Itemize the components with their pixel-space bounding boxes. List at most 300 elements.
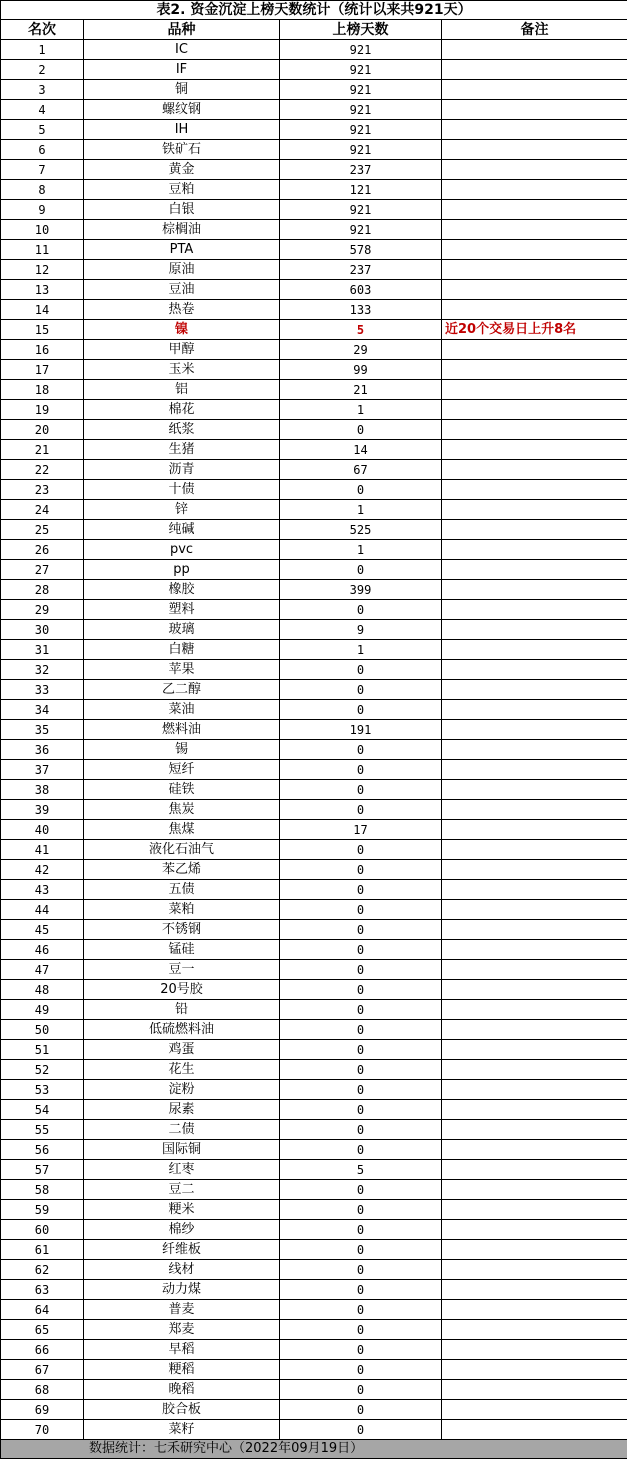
table-row	[1, 1200, 627, 1220]
note-cell	[442, 1140, 627, 1160]
note-cell	[442, 960, 627, 980]
rank-cell: 10	[1, 220, 84, 240]
note-cell	[442, 680, 627, 700]
days-cell: 0	[280, 1180, 442, 1200]
variety-cell: PTA	[84, 240, 280, 260]
table-row	[1, 900, 627, 920]
note-cell	[442, 1280, 627, 1300]
variety-cell: 原油	[84, 260, 280, 280]
variety-cell: 液化石油气	[84, 840, 280, 860]
note-cell	[442, 300, 627, 320]
rank-cell: 1	[1, 40, 84, 60]
table-row	[1, 1100, 627, 1120]
days-cell: 0	[280, 900, 442, 920]
table-row	[1, 1380, 627, 1400]
table-row	[1, 1040, 627, 1060]
table-row	[1, 800, 627, 820]
days-cell: 67	[280, 460, 442, 480]
rank-cell: 32	[1, 660, 84, 680]
rank-cell: 5	[1, 120, 84, 140]
table-row	[1, 1180, 627, 1200]
table-row	[1, 840, 627, 860]
rank-cell: 59	[1, 1200, 84, 1220]
table-row	[1, 1260, 627, 1280]
table-row	[1, 40, 627, 60]
rank-cell: 8	[1, 180, 84, 200]
variety-cell: 苯乙烯	[84, 860, 280, 880]
variety-cell: 豆一	[84, 960, 280, 980]
variety-cell: 豆粕	[84, 180, 280, 200]
table-row	[1, 1240, 627, 1260]
note-cell	[442, 640, 627, 660]
days-cell: 0	[280, 1280, 442, 1300]
note-cell	[442, 420, 627, 440]
days-cell: 29	[280, 340, 442, 360]
table-row	[1, 780, 627, 800]
rank-cell: 45	[1, 920, 84, 940]
variety-cell: IF	[84, 60, 280, 80]
variety-cell: 晚稻	[84, 1380, 280, 1400]
variety-cell: 玻璃	[84, 620, 280, 640]
variety-cell: 热卷	[84, 300, 280, 320]
table-row	[1, 940, 627, 960]
rank-cell: 16	[1, 340, 84, 360]
days-cell: 921	[280, 140, 442, 160]
days-cell: 21	[280, 380, 442, 400]
days-cell: 921	[280, 60, 442, 80]
days-cell: 237	[280, 160, 442, 180]
days-cell: 0	[280, 1260, 442, 1280]
days-cell: 99	[280, 360, 442, 380]
header-days: 上榜天数	[280, 20, 442, 40]
note-cell	[442, 1340, 627, 1360]
days-cell: 0	[280, 680, 442, 700]
note-cell	[442, 360, 627, 380]
days-cell: 0	[280, 920, 442, 940]
note-cell	[442, 980, 627, 1000]
table-row	[1, 1060, 627, 1080]
variety-cell: 豆油	[84, 280, 280, 300]
note-cell	[442, 1100, 627, 1120]
rank-cell: 23	[1, 480, 84, 500]
variety-cell: 鸡蛋	[84, 1040, 280, 1060]
days-cell: 0	[280, 1340, 442, 1360]
days-cell: 0	[280, 840, 442, 860]
note-cell	[442, 1160, 627, 1180]
rank-cell: 38	[1, 780, 84, 800]
rank-cell: 40	[1, 820, 84, 840]
header-variety: 品种	[84, 20, 280, 40]
table-row	[1, 920, 627, 940]
rank-cell: 43	[1, 880, 84, 900]
days-cell: 0	[280, 760, 442, 780]
rank-cell: 46	[1, 940, 84, 960]
variety-cell: 尿素	[84, 1100, 280, 1120]
days-cell: 0	[280, 1240, 442, 1260]
note-cell	[442, 880, 627, 900]
variety-cell: 粳稻	[84, 1360, 280, 1380]
days-cell: 0	[280, 420, 442, 440]
variety-cell: 橡胶	[84, 580, 280, 600]
table-row	[1, 1120, 627, 1140]
rank-cell: 44	[1, 900, 84, 920]
variety-cell: 菜油	[84, 700, 280, 720]
table-row	[1, 860, 627, 880]
days-cell: 0	[280, 1360, 442, 1380]
table-row	[1, 1160, 627, 1180]
rank-cell: 51	[1, 1040, 84, 1060]
rank-cell: 26	[1, 540, 84, 560]
note-cell	[442, 1320, 627, 1340]
rank-cell: 41	[1, 840, 84, 860]
table-row	[1, 1400, 627, 1420]
variety-cell: 五债	[84, 880, 280, 900]
days-cell: 921	[280, 120, 442, 140]
table-row	[1, 540, 627, 560]
days-cell: 133	[280, 300, 442, 320]
rank-cell: 56	[1, 1140, 84, 1160]
note-cell	[442, 140, 627, 160]
note-cell	[442, 560, 627, 580]
table-row	[1, 1360, 627, 1380]
variety-cell: 黄金	[84, 160, 280, 180]
days-cell: 525	[280, 520, 442, 540]
table-row	[1, 1140, 627, 1160]
note-cell	[442, 1360, 627, 1380]
note-cell	[442, 400, 627, 420]
table-row	[1, 260, 627, 280]
rank-cell: 61	[1, 1240, 84, 1260]
note-cell	[442, 840, 627, 860]
rank-cell: 36	[1, 740, 84, 760]
variety-cell: 早稻	[84, 1340, 280, 1360]
rank-cell: 66	[1, 1340, 84, 1360]
note-cell	[442, 1060, 627, 1080]
table-row	[1, 1280, 627, 1300]
table-row	[1, 60, 627, 80]
note-cell	[442, 460, 627, 480]
days-cell: 0	[280, 1060, 442, 1080]
variety-cell: 菜粕	[84, 900, 280, 920]
rank-cell: 50	[1, 1020, 84, 1040]
table-row	[1, 380, 627, 400]
rank-cell: 14	[1, 300, 84, 320]
days-cell: 1	[280, 500, 442, 520]
rank-cell: 34	[1, 700, 84, 720]
table-row	[1, 760, 627, 780]
note-cell	[442, 280, 627, 300]
rank-cell: 42	[1, 860, 84, 880]
note-cell	[442, 1420, 627, 1440]
variety-cell: IH	[84, 120, 280, 140]
rank-cell: 60	[1, 1220, 84, 1240]
rank-cell: 65	[1, 1320, 84, 1340]
rank-cell: 48	[1, 980, 84, 1000]
rank-cell: 55	[1, 1120, 84, 1140]
rank-cell: 68	[1, 1380, 84, 1400]
variety-cell: 铁矿石	[84, 140, 280, 160]
table-row	[1, 80, 627, 100]
days-cell: 921	[280, 220, 442, 240]
variety-cell: 普麦	[84, 1300, 280, 1320]
variety-cell: 螺纹钢	[84, 100, 280, 120]
rank-cell: 57	[1, 1160, 84, 1180]
table-row	[1, 600, 627, 620]
note-cell	[442, 920, 627, 940]
variety-cell: 粳米	[84, 1200, 280, 1220]
variety-cell: 玉米	[84, 360, 280, 380]
variety-cell: IC	[84, 40, 280, 60]
rank-cell: 58	[1, 1180, 84, 1200]
note-cell	[442, 940, 627, 960]
days-cell: 921	[280, 200, 442, 220]
variety-cell: 线材	[84, 1260, 280, 1280]
rank-cell: 13	[1, 280, 84, 300]
table-row	[1, 320, 627, 340]
note-cell	[442, 200, 627, 220]
variety-cell: 纯碱	[84, 520, 280, 540]
table-row	[1, 1300, 627, 1320]
variety-cell: 乙二醇	[84, 680, 280, 700]
note-cell	[442, 380, 627, 400]
rank-cell: 2	[1, 60, 84, 80]
rank-cell: 30	[1, 620, 84, 640]
note-cell	[442, 1400, 627, 1420]
table-row	[1, 1000, 627, 1020]
table-body	[1, 1, 627, 1459]
variety-cell: 低硫燃料油	[84, 1020, 280, 1040]
note-cell	[442, 780, 627, 800]
variety-cell: 短纤	[84, 760, 280, 780]
note-cell	[442, 600, 627, 620]
table-row	[1, 280, 627, 300]
table-row	[1, 240, 627, 260]
days-cell: 0	[280, 1120, 442, 1140]
rank-cell: 28	[1, 580, 84, 600]
rank-cell: 20	[1, 420, 84, 440]
note-cell	[442, 1380, 627, 1400]
table-row	[1, 200, 627, 220]
variety-cell: 红枣	[84, 1160, 280, 1180]
note-cell	[442, 1020, 627, 1040]
variety-cell: 锡	[84, 740, 280, 760]
note-cell	[442, 220, 627, 240]
days-cell: 0	[280, 1200, 442, 1220]
note-cell	[442, 720, 627, 740]
days-cell: 1	[280, 400, 442, 420]
header-rank: 名次	[1, 20, 84, 40]
variety-cell: 动力煤	[84, 1280, 280, 1300]
note-cell	[442, 240, 627, 260]
table-row	[1, 1080, 627, 1100]
variety-cell: 铅	[84, 1000, 280, 1020]
note-cell	[442, 1120, 627, 1140]
variety-cell: 白糖	[84, 640, 280, 660]
variety-cell: 纸浆	[84, 420, 280, 440]
days-cell: 0	[280, 1140, 442, 1160]
variety-cell: 20号胶	[84, 980, 280, 1000]
days-cell: 921	[280, 40, 442, 60]
days-cell: 921	[280, 100, 442, 120]
rank-cell: 22	[1, 460, 84, 480]
days-cell: 1	[280, 640, 442, 660]
rank-cell: 39	[1, 800, 84, 820]
days-cell: 0	[280, 700, 442, 720]
header-note: 备注	[442, 20, 627, 40]
rank-cell: 70	[1, 1420, 84, 1440]
note-cell	[442, 1260, 627, 1280]
table-row	[1, 580, 627, 600]
note-cell	[442, 580, 627, 600]
days-cell: 0	[280, 1040, 442, 1060]
table-row	[1, 680, 627, 700]
rank-cell: 64	[1, 1300, 84, 1320]
rank-cell: 25	[1, 520, 84, 540]
note-cell	[442, 180, 627, 200]
rank-cell: 52	[1, 1060, 84, 1080]
rank-cell: 29	[1, 600, 84, 620]
days-cell: 0	[280, 960, 442, 980]
variety-cell: 棉花	[84, 400, 280, 420]
variety-cell: 铝	[84, 380, 280, 400]
table-title: 表2. 资金沉淀上榜天数统计（统计以来共921天）	[1, 1, 627, 20]
rank-cell: 15	[1, 320, 84, 340]
days-cell: 0	[280, 800, 442, 820]
table-row	[1, 460, 627, 480]
title-row	[1, 1, 627, 20]
table-row	[1, 100, 627, 120]
variety-cell: 硅铁	[84, 780, 280, 800]
days-cell: 1	[280, 540, 442, 560]
note-cell	[442, 540, 627, 560]
variety-cell: 沥青	[84, 460, 280, 480]
variety-cell: 苹果	[84, 660, 280, 680]
note-cell	[442, 1240, 627, 1260]
table-row	[1, 960, 627, 980]
note-cell	[442, 340, 627, 360]
days-cell: 0	[280, 660, 442, 680]
header-row	[1, 20, 627, 40]
days-cell: 0	[280, 1300, 442, 1320]
note-cell	[442, 40, 627, 60]
rank-cell: 12	[1, 260, 84, 280]
table-row	[1, 700, 627, 720]
footer-row	[1, 1440, 627, 1459]
variety-cell: 棕榈油	[84, 220, 280, 240]
rank-cell: 62	[1, 1260, 84, 1280]
rank-cell: 54	[1, 1100, 84, 1120]
note-cell	[442, 1080, 627, 1100]
variety-cell: 甲醇	[84, 340, 280, 360]
table-row	[1, 440, 627, 460]
table-row	[1, 880, 627, 900]
variety-cell: 豆二	[84, 1180, 280, 1200]
days-cell: 0	[280, 980, 442, 1000]
days-cell: 399	[280, 580, 442, 600]
note-cell	[442, 480, 627, 500]
variety-cell: 塑料	[84, 600, 280, 620]
days-cell: 0	[280, 1000, 442, 1020]
source-note: 数据统计：七禾研究中心（2022年09月19日）	[1, 1440, 627, 1459]
note-cell: 近20个交易日上升8名	[442, 320, 627, 340]
days-cell: 0	[280, 1320, 442, 1340]
variety-cell: 镍	[84, 320, 280, 340]
table-row	[1, 820, 627, 840]
table-row	[1, 1020, 627, 1040]
days-cell: 237	[280, 260, 442, 280]
table-row	[1, 1420, 627, 1440]
days-cell: 14	[280, 440, 442, 460]
variety-cell: pvc	[84, 540, 280, 560]
table-row	[1, 300, 627, 320]
table-row	[1, 500, 627, 520]
variety-cell: 锰硅	[84, 940, 280, 960]
note-cell	[442, 1040, 627, 1060]
table-row	[1, 340, 627, 360]
note-cell	[442, 440, 627, 460]
note-cell	[442, 120, 627, 140]
note-cell	[442, 740, 627, 760]
variety-cell: 焦煤	[84, 820, 280, 840]
note-cell	[442, 1220, 627, 1240]
rank-cell: 18	[1, 380, 84, 400]
table-row	[1, 1320, 627, 1340]
variety-cell: 二债	[84, 1120, 280, 1140]
days-cell: 0	[280, 880, 442, 900]
note-cell	[442, 1200, 627, 1220]
days-cell: 0	[280, 940, 442, 960]
days-cell: 0	[280, 1080, 442, 1100]
days-cell: 9	[280, 620, 442, 640]
variety-cell: 国际铜	[84, 1140, 280, 1160]
variety-cell: 白银	[84, 200, 280, 220]
days-cell: 5	[280, 1160, 442, 1180]
note-cell	[442, 160, 627, 180]
days-cell: 17	[280, 820, 442, 840]
variety-cell: 花生	[84, 1060, 280, 1080]
days-cell: 0	[280, 1400, 442, 1420]
rank-cell: 69	[1, 1400, 84, 1420]
variety-cell: pp	[84, 560, 280, 580]
days-cell: 5	[280, 320, 442, 340]
days-cell: 0	[280, 860, 442, 880]
table-row	[1, 360, 627, 380]
note-cell	[442, 820, 627, 840]
rank-cell: 35	[1, 720, 84, 740]
variety-cell: 焦炭	[84, 800, 280, 820]
table-row	[1, 120, 627, 140]
table-row	[1, 140, 627, 160]
days-cell: 121	[280, 180, 442, 200]
table-row	[1, 660, 627, 680]
variety-cell: 燃料油	[84, 720, 280, 740]
variety-cell: 淀粉	[84, 1080, 280, 1100]
note-cell	[442, 660, 627, 680]
note-cell	[442, 1300, 627, 1320]
days-cell: 0	[280, 740, 442, 760]
rank-cell: 31	[1, 640, 84, 660]
note-cell	[442, 1180, 627, 1200]
rank-cell: 47	[1, 960, 84, 980]
table-row	[1, 520, 627, 540]
note-cell	[442, 500, 627, 520]
variety-cell: 锌	[84, 500, 280, 520]
rank-cell: 53	[1, 1080, 84, 1100]
note-cell	[442, 620, 627, 640]
days-cell: 0	[280, 1100, 442, 1120]
variety-cell: 棉纱	[84, 1220, 280, 1240]
variety-cell: 菜籽	[84, 1420, 280, 1440]
